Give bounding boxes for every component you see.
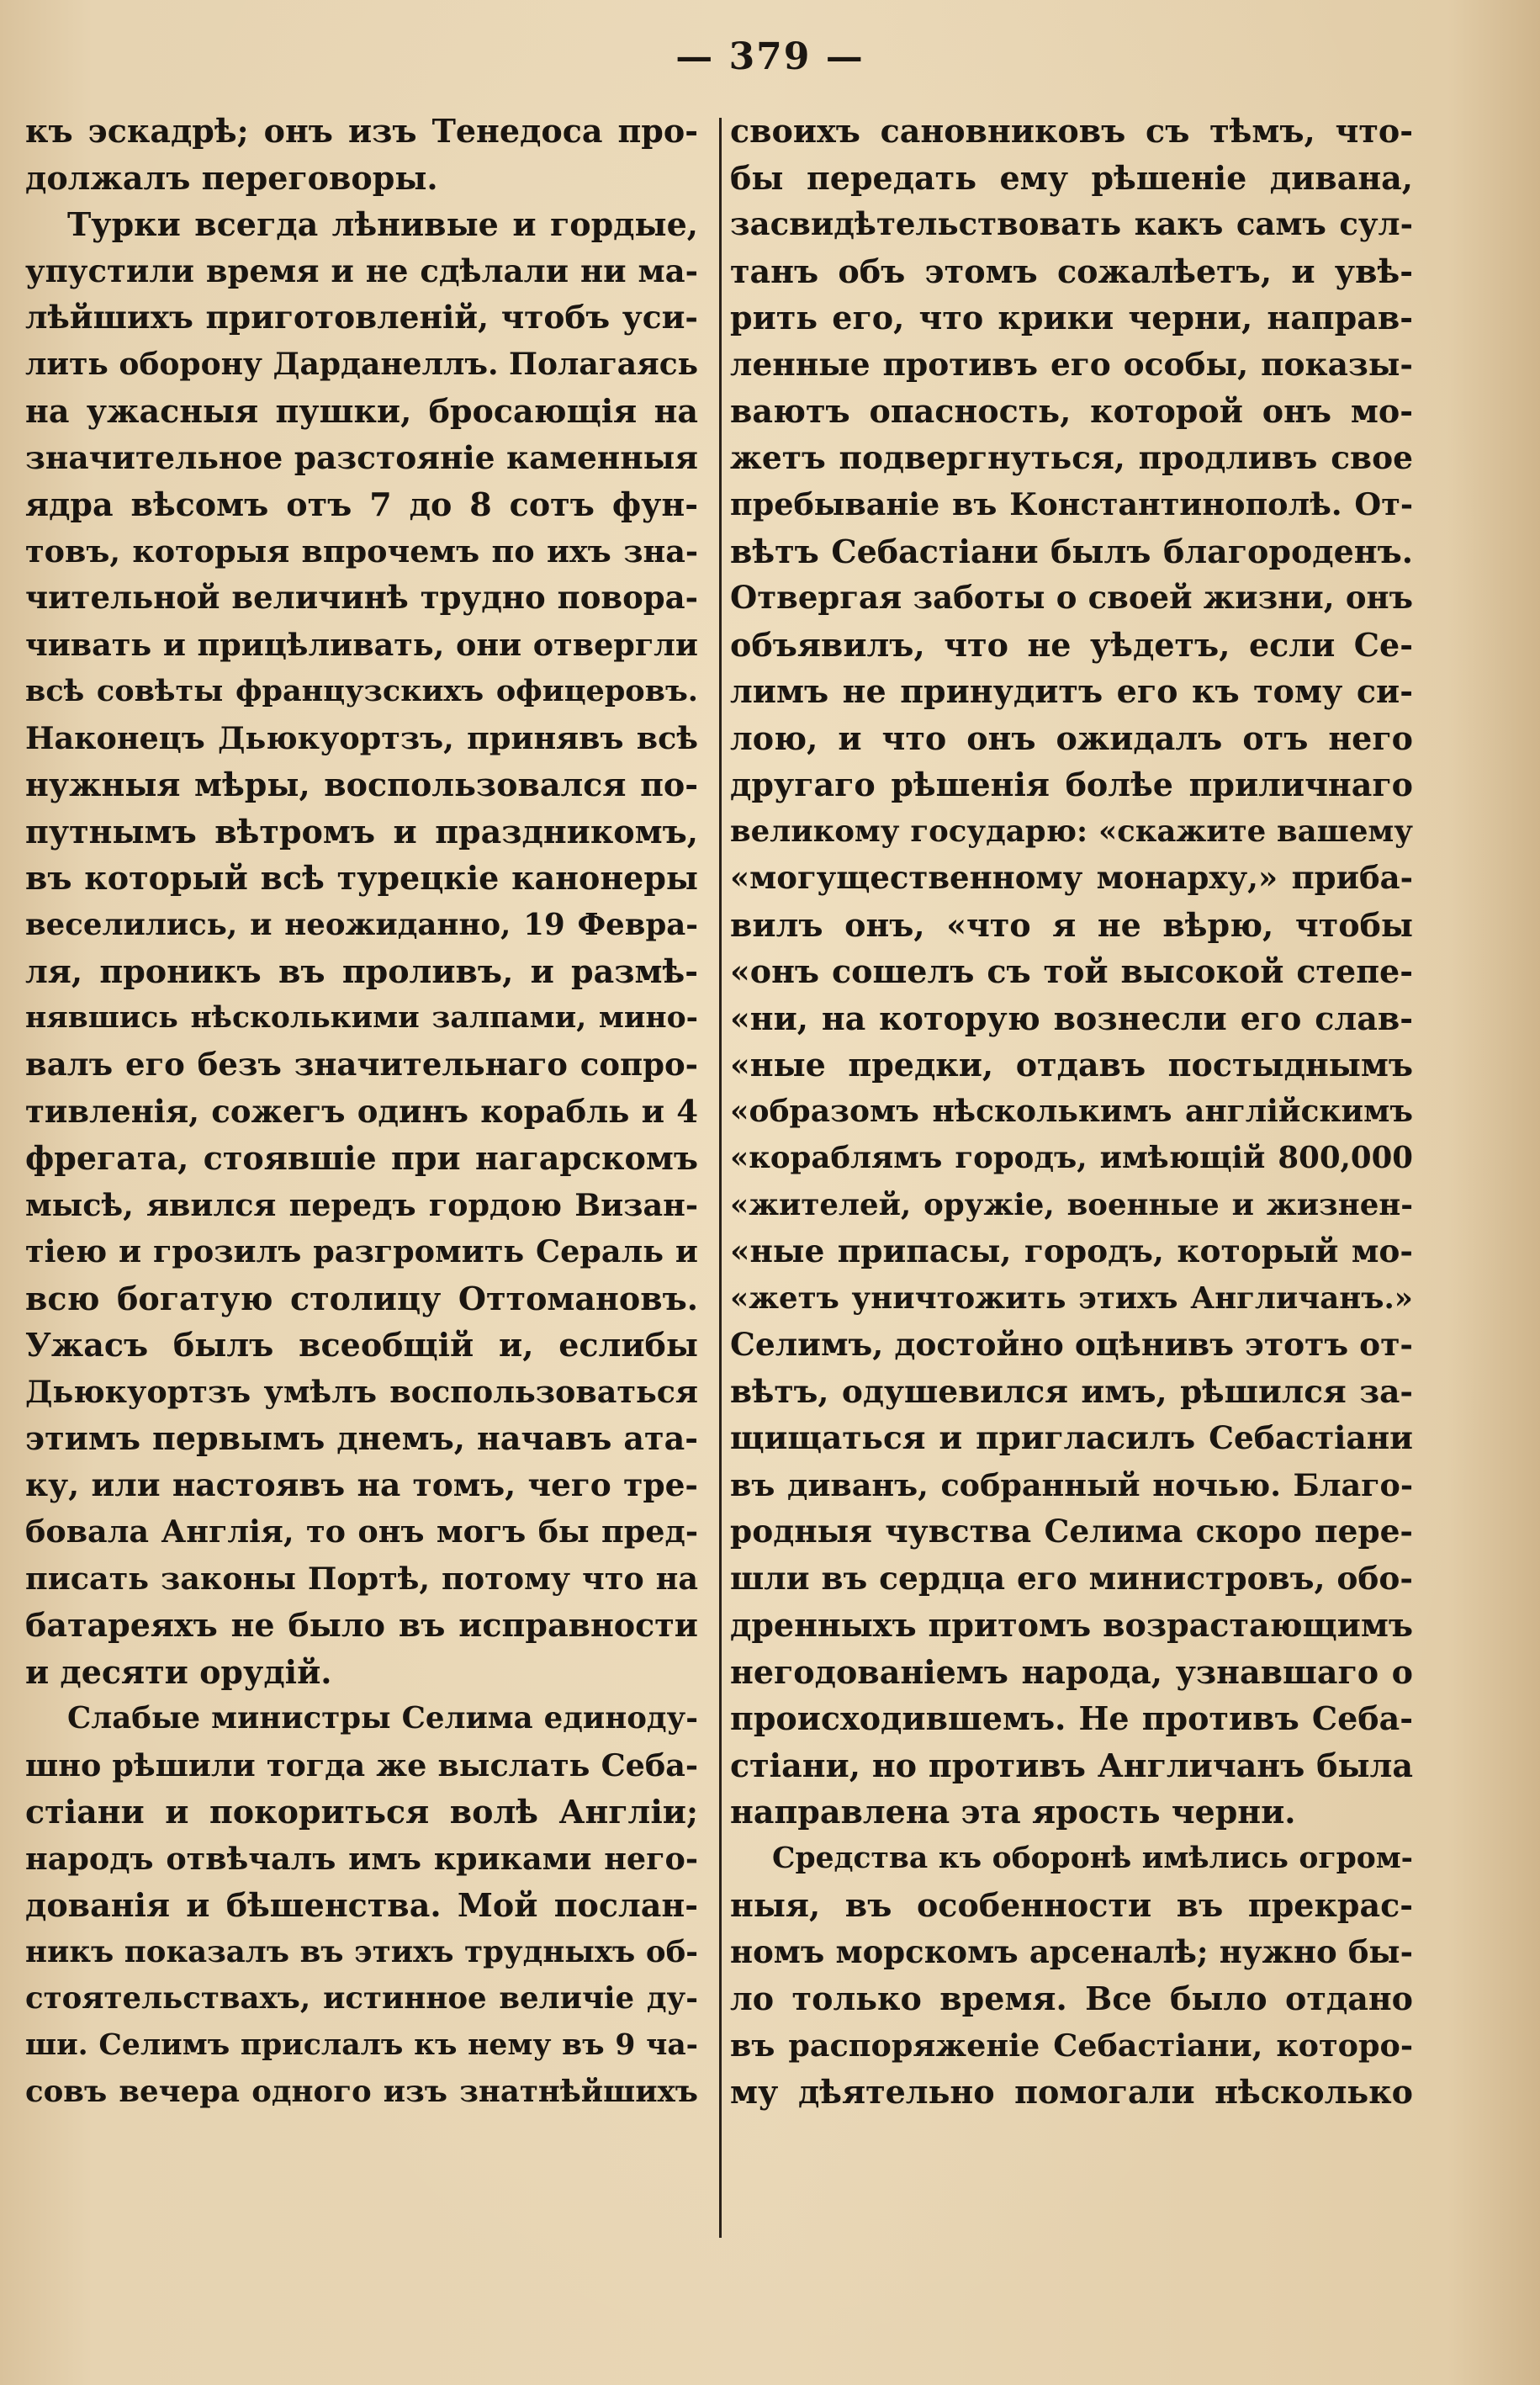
text-line: всѣ совѣты французскихъ офицеровъ. [25,674,698,708]
text-line: засвидѣтельствовать какъ самъ сул- [730,205,1413,242]
text-line: родныя чувства Селима скоро пере- [730,1513,1413,1550]
text-line: писать законы Портѣ, потому что на [25,1560,698,1597]
text-line: «ные припасы, городъ, который мо- [730,1232,1413,1269]
text-line: ныя, въ особенности въ прекрас- [730,1886,1413,1924]
text-line: Слабые министры Селима единоду- [67,1701,698,1736]
text-line: «ни, на которую вознесли его слав- [730,999,1413,1037]
text-line: ваютъ опасность, которой онъ мо- [730,392,1413,430]
text-line: бы передать ему рѣшеніе дивана, [730,158,1413,197]
text-line: чивать и прицѣливать, они отвергли [25,626,698,663]
text-line: нужныя мѣры, воспользовался по- [25,766,698,803]
text-line: Селимъ, достойно оцѣнивъ этотъ от- [730,1326,1413,1363]
text-line: рить его, что крики черни, направ- [730,299,1413,337]
text-line: ленные противъ его особы, показы- [730,345,1413,383]
text-line: тивленія, сожегъ одинъ корабль и 4 [25,1092,698,1130]
text-line: народъ отвѣчалъ имъ криками него- [25,1840,698,1877]
text-line: вѣтъ, одушевился имъ, рѣшился за- [730,1372,1413,1410]
text-line: дренныхъ притомъ возрастающимъ [730,1606,1413,1644]
text-line: му дѣятельно помогали нѣсколько [730,2073,1413,2111]
text-line: лимъ не принудитъ его къ тому си- [730,672,1413,710]
text-line: къ эскадрѣ; онъ изъ Тенедоса про- [25,112,698,150]
text-line: совъ вечера одного изъ знатнѣйшихъ [25,2075,698,2109]
text-line: этимъ первымъ днемъ, начавъ ата- [25,1419,698,1457]
text-line: негодованіемъ народа, узнавшаго о [730,1652,1413,1691]
text-line: вилъ онъ, «что я не вѣрю, чтобы [730,905,1413,944]
right-column [730,108,1413,2116]
text-line: товъ, которыя впрочемъ по ихъ зна- [25,533,698,570]
text-line: Турки всегда лѣнивые и гордые, [67,205,698,243]
text-line: чительной величинѣ трудно повора- [25,579,698,616]
text-line: танъ объ этомъ сожалѣетъ, и увѣ- [730,252,1413,290]
text-line: «кораблямъ городъ, имѣющій 800,000 [730,1141,1413,1175]
text-line: «жетъ уничтожить этихъ Англичанъ.» [730,1280,1413,1316]
text-line: никъ показалъ въ этихъ трудныхъ об- [25,1934,698,1969]
text-line: «ные предки, отдавъ постыднымъ [730,1046,1413,1084]
text-line: Дьюкуортзъ умѣлъ воспользоваться [25,1373,698,1410]
text-line: мысѣ, явился передъ гордою Визан- [25,1186,698,1223]
page-number: — 379 — [675,35,865,78]
text-line: великому государю: «скажите вашему [730,814,1413,849]
text-line: значительное разстояніе каменныя [25,438,698,476]
text-line: шно рѣшили тогда же выслать Себа- [25,1746,698,1783]
text-line: лѣйшихъ приготовленій, чтобъ уси- [25,299,698,336]
text-line: «онъ сошелъ съ той высокой степе- [730,952,1413,990]
text-line: происходившемъ. Не противъ Себа- [730,1699,1413,1737]
text-line: фрегата, стоявшіе при нагарскомъ [25,1139,698,1177]
text-line: и десяти орудій. [25,1652,332,1691]
text-line: въ распоряженіе Себастіани, которо- [730,2027,1413,2064]
text-line: нявшись нѣсколькими залпами, мино- [25,1000,698,1035]
text-line: въ диванъ, собранный ночью. Благо- [730,1466,1413,1503]
text-line: ку, или настоявъ на томъ, чего тре- [25,1465,698,1503]
text-line: Средства къ оборонѣ имѣлись огром- [772,1841,1413,1875]
text-line: «образомъ нѣсколькимъ англійскимъ [730,1093,1413,1129]
text-line: на ужасныя пушки, бросающія на [25,392,698,430]
text-line: ля, проникъ въ проливъ, и размѣ- [25,952,698,990]
text-line: шли въ сердца его министровъ, обо- [730,1559,1413,1597]
text-line: дованія и бѣшенства. Мой послан- [25,1886,698,1924]
text-line: щищаться и пригласилъ Себастіани [730,1419,1413,1456]
text-line: ло только время. Все было отдано [730,1980,1413,2017]
text-line: упустили время и не сдѣлали ни ма- [25,252,698,289]
text-line: валъ его безъ значительнаго сопро- [25,1046,698,1083]
text-line: «могущественному монарху,» приба- [730,859,1413,896]
text-line: своихъ сановниковъ съ тѣмъ, что- [730,112,1413,150]
text-line: путнымъ вѣтромъ и праздникомъ, [25,812,698,851]
text-line: стіани и покориться волѣ Англіи; [25,1793,698,1831]
text-line: батареяхъ не было въ исправности [25,1606,698,1644]
text-line: жетъ подвергнуться, продливъ свое [730,438,1413,476]
text-line: въ который всѣ турецкіе канонеры [25,859,698,897]
text-line: «жителей, оружіе, военные и жизнен- [730,1187,1413,1222]
text-line: стоятельствахъ, истинное величіе ду- [25,1981,698,2016]
text-line: лить оборону Дарданеллъ. Полагаясь [25,346,699,382]
text-line: веселились, и неожиданно, 19 Февра- [25,907,698,942]
text-line: направлена эта ярость черни. [730,1793,1296,1831]
left-column [25,108,698,2116]
text-line: Отвергая заботы о своей жизни, онъ [730,579,1413,616]
text-line: бовала Англія, то онъ могъ бы пред- [25,1513,698,1550]
text-line: Наконецъ Дьюкуортзъ, принявъ всѣ [25,719,698,756]
column-divider [719,118,722,2238]
text-line: всю богатую столицу Оттомановъ. [25,1279,698,1317]
text-line: Ужасъ былъ всеобщій и, еслибы [25,1326,698,1364]
text-line: лою, и что онъ ожидалъ отъ него [730,718,1413,757]
text-line: ядра вѣсомъ отъ 7 до 8 сотъ фун- [25,485,698,523]
text-line: другаго рѣшенія болѣе приличнаго [730,766,1413,803]
text-line: номъ морскомъ арсеналѣ; нужно бы- [730,1932,1413,1970]
text-line: стіани, но противъ Англичанъ была [730,1746,1413,1784]
text-line: вѣтъ Себастіани былъ благороденъ. [730,532,1413,570]
text-line: ши. Селимъ прислалъ къ нему въ 9 ча- [25,2027,698,2062]
text-line: пребываніе въ Константинополѣ. От- [730,486,1413,522]
text-line: тіею и грозилъ разгромить Сераль и [25,1233,698,1269]
text-line: должалъ переговоры. [25,158,438,197]
text-line: объявилъ, что не уѣдетъ, если Се- [730,625,1413,664]
